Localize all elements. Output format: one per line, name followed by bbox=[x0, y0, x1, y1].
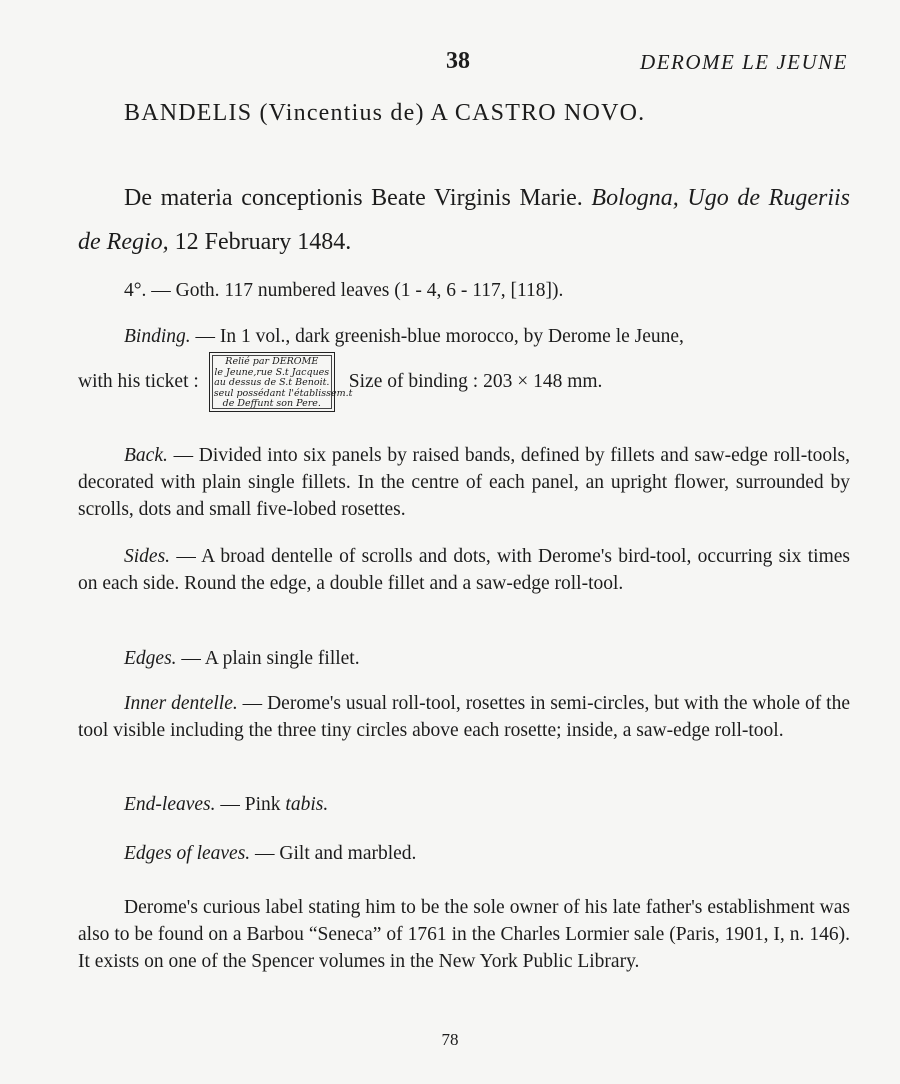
back-text: — Divided into six panels by raised bands, defined by fillets and saw-edge roll-tools, decorated with plain single fillets. In the centre of each panel, an upright flower, surrounded by scrolls, dots and small five-lobed rosettes. bbox=[78, 445, 850, 520]
sides-label: Sides. bbox=[124, 546, 171, 567]
end-leaves-text: — Pink bbox=[215, 794, 286, 815]
note-paragraph: Derome's curious label stating him to be the sole owner of his late father's establishment was also to be found on a Barbou “Seneca” of 1761 in the Charles Lormier sale (Paris, 1901, I, n. 146). It exists on one of the Spencer volumes in the New York Public Library. bbox=[78, 897, 850, 972]
sides-paragraph bbox=[78, 543, 850, 597]
back-label: Back. bbox=[124, 445, 168, 466]
edges-of-leaves-text: — Gilt and marbled. bbox=[250, 843, 417, 864]
end-leaves-label: End-leaves. bbox=[124, 794, 216, 815]
work-citation bbox=[78, 176, 850, 264]
ticket-line: seul possédant l'établissem.t bbox=[213, 387, 353, 399]
ticket-line: Relié par DEROME bbox=[225, 356, 319, 367]
work-title: De materia conceptionis Beate Virginis Marie. bbox=[124, 185, 583, 211]
binding-paragraph bbox=[78, 323, 850, 350]
edges-paragraph bbox=[78, 645, 850, 672]
binding-text: — In 1 vol., dark greenish-blue morocco, by Derome le Jeune, bbox=[190, 326, 684, 347]
folio-number: 78 bbox=[441, 1030, 459, 1049]
binding-size: Size of binding : 203 × 148 mm. bbox=[348, 371, 603, 392]
binding-label: Binding. bbox=[124, 326, 191, 347]
edges-label: Edges. bbox=[124, 648, 177, 669]
ticket-line: le Jeune,rue S.t Jacques bbox=[214, 366, 330, 378]
end-leaves-paragraph bbox=[78, 791, 850, 818]
collation: 4°. — Goth. 117 numbered leaves (1 - 4, 6 - 117, [118]). bbox=[124, 280, 564, 301]
ticket-line: au dessus de S.t Benoit. bbox=[214, 377, 330, 388]
tabis-word: tabis. bbox=[285, 794, 329, 815]
edges-of-leaves-label: Edges of leaves. bbox=[124, 843, 251, 864]
binder-ticket bbox=[209, 352, 353, 412]
inner-dentelle-label: Inner dentelle. bbox=[124, 693, 238, 714]
edges-of-leaves-paragraph bbox=[78, 840, 850, 867]
sides-text: — A broad dentelle of scrolls and dots, with Derome's bird-tool, occurring six times on each side. Round the edge, a double fillet and a saw-edge roll-tool. bbox=[78, 546, 850, 594]
back-paragraph bbox=[78, 442, 850, 523]
ticket-line: de Deffunt son Pere. bbox=[222, 398, 321, 409]
ticket-row bbox=[78, 352, 602, 412]
page-number: 38 bbox=[446, 48, 470, 74]
inner-dentelle-paragraph bbox=[78, 690, 850, 744]
edges-text: — A plain single fillet. bbox=[176, 648, 360, 669]
imprint-place: Bologna, bbox=[591, 185, 679, 211]
entry-title: BANDELIS (Vincentius de) A CASTRO NOVO. bbox=[124, 100, 646, 126]
imprint-date: 12 February 1484. bbox=[174, 229, 352, 255]
running-title: DEROME LE JEUNE bbox=[640, 50, 848, 74]
with-ticket-text: with his ticket : bbox=[78, 371, 199, 392]
imprint-printer: Ugo de Rugeriis de Regio, bbox=[78, 185, 851, 255]
inner-dentelle-text: — Derome's usual roll-tool, rosettes in semi-circles, but with the whole of the tool visible including the three tiny circles above each rosette; inside, a saw-edge roll-tool. bbox=[78, 693, 850, 741]
